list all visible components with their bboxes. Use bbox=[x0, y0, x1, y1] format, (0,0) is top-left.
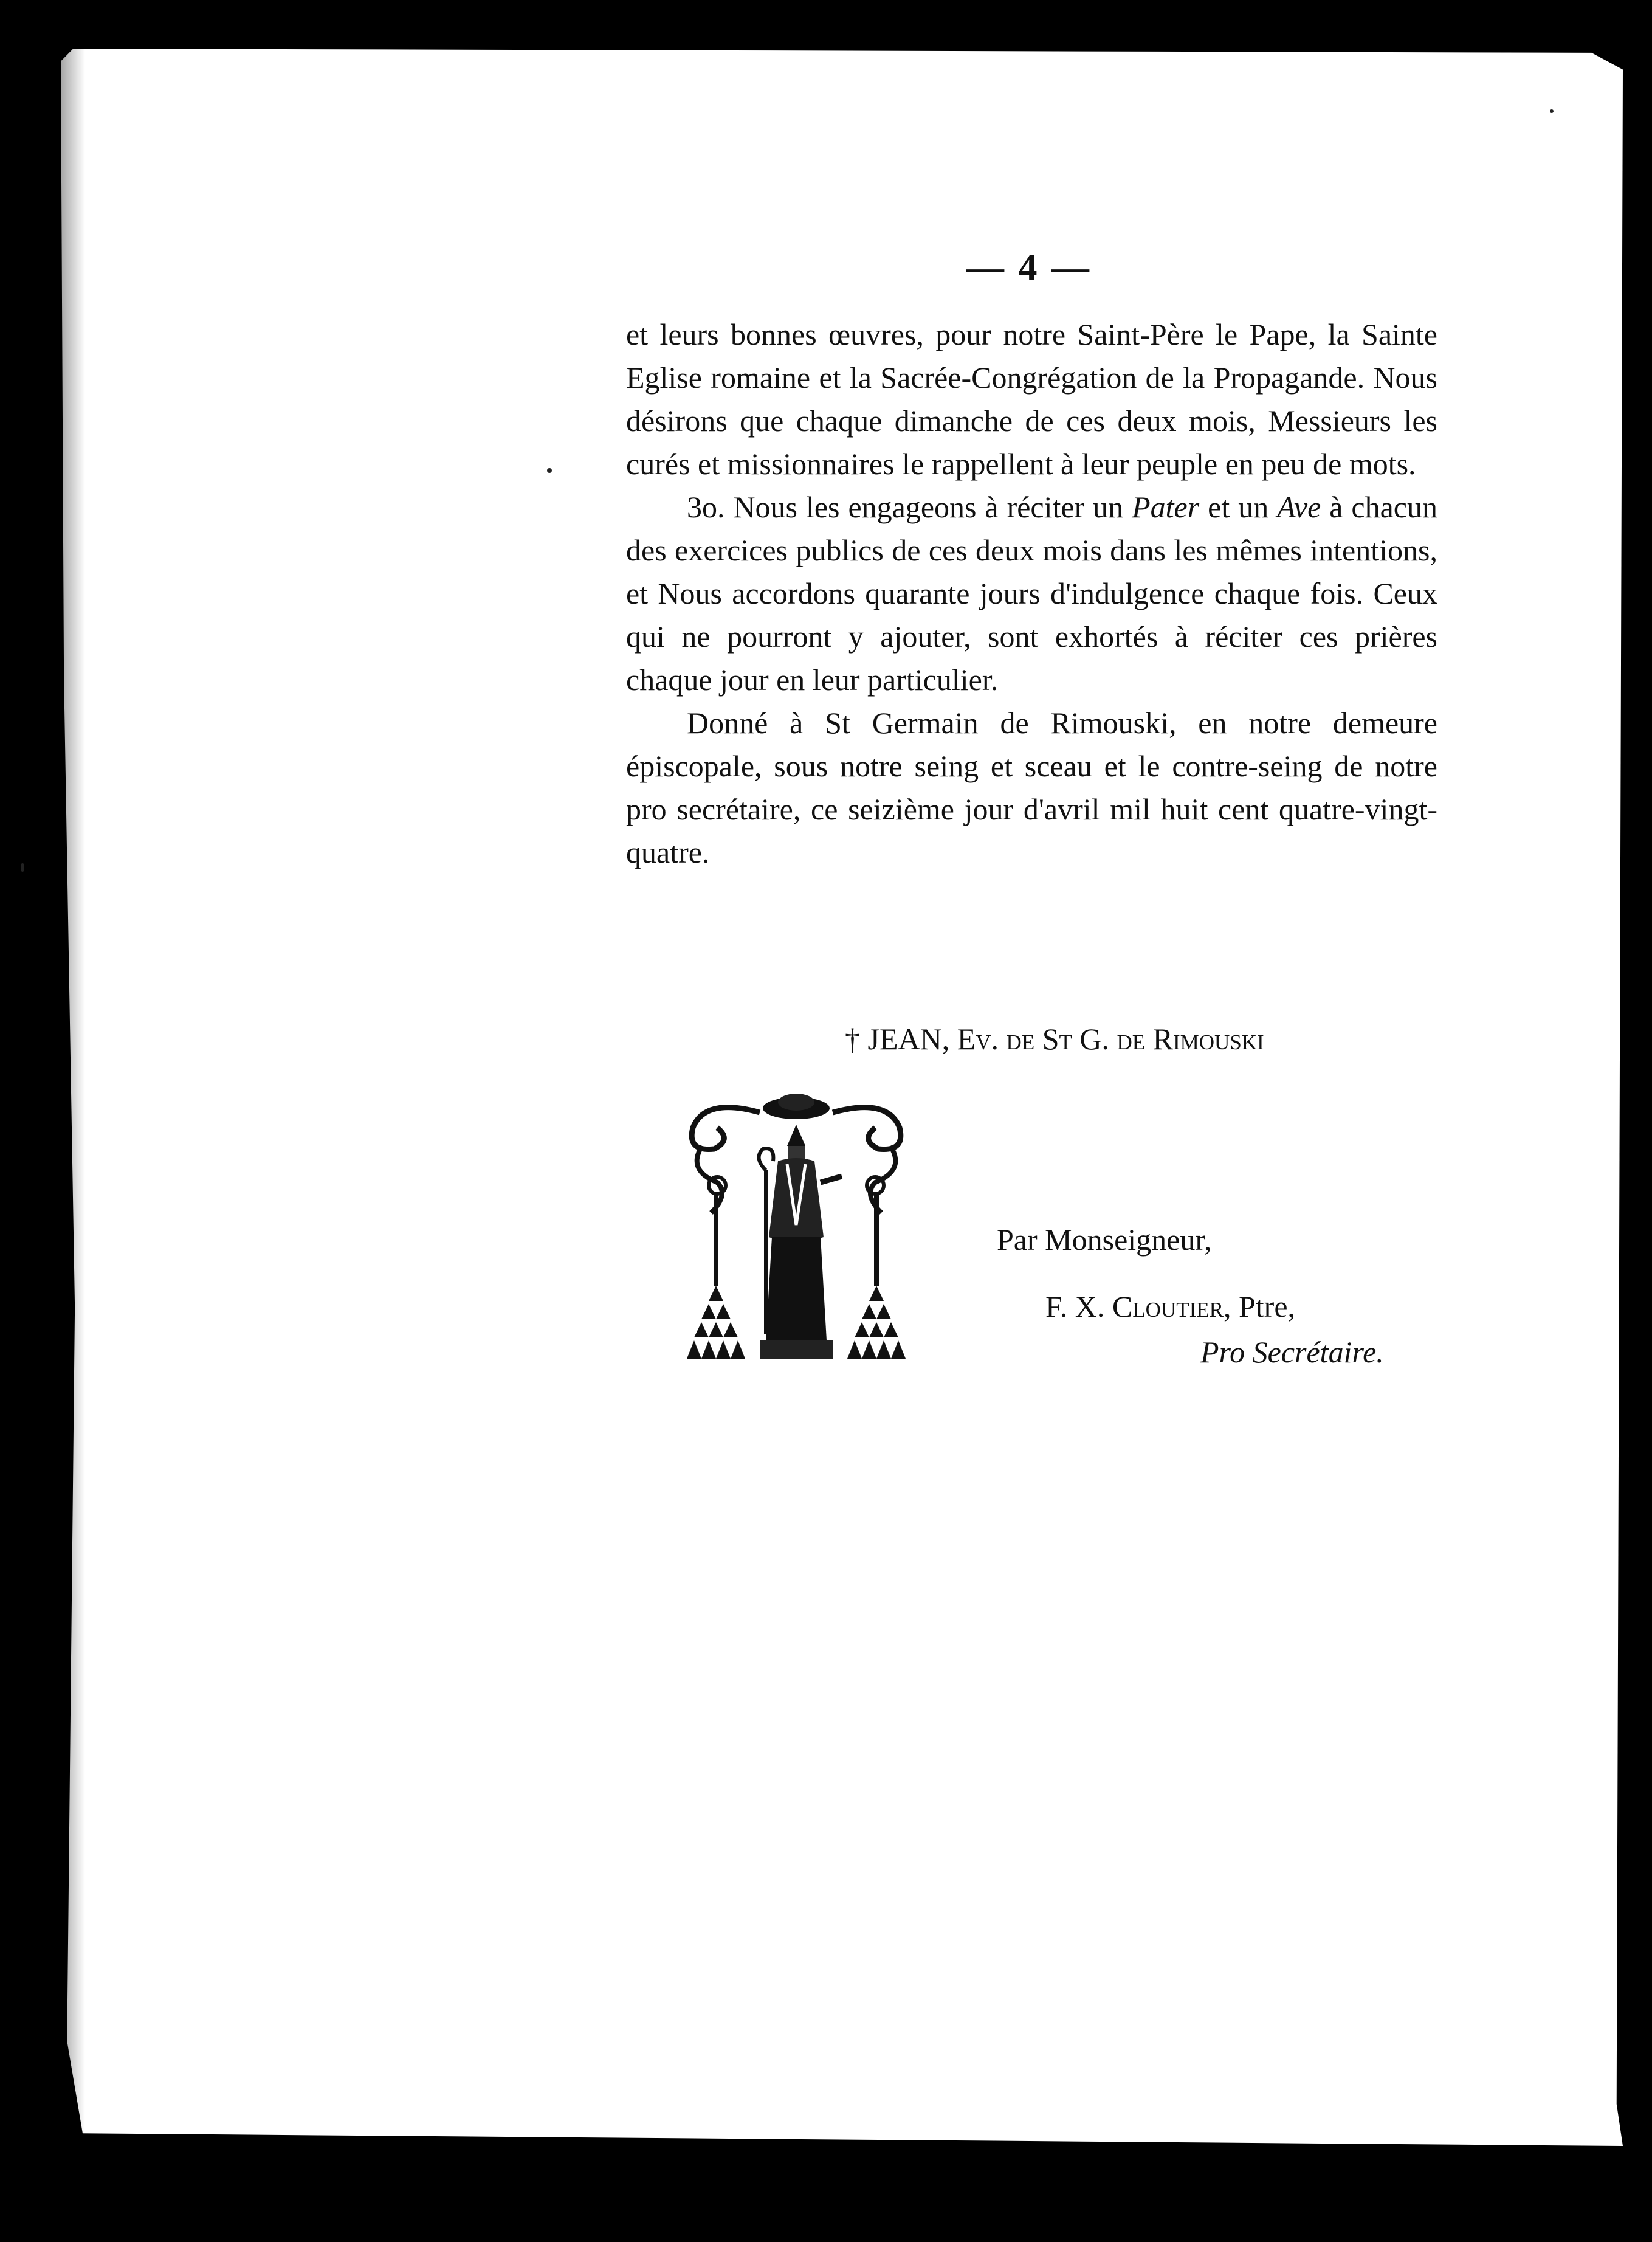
paragraph-prayers-start: 3o. Nous les engageons à réciter un bbox=[687, 490, 1132, 524]
par-monseigneur-line: Par Monseigneur, bbox=[997, 1223, 1212, 1257]
bishop-name: JEAN, bbox=[867, 1022, 950, 1056]
bishop-signature bbox=[845, 1021, 1264, 1057]
ink-speck bbox=[1550, 109, 1554, 113]
bishop-title: Ev. de St G. de Rimouski bbox=[957, 1022, 1264, 1056]
paragraph-prayers-mid: et un bbox=[1199, 490, 1278, 524]
cross-mark: † bbox=[845, 1022, 860, 1056]
ink-speck bbox=[21, 863, 24, 872]
paragraph-given-at: Donné à St Germain de Rimouski, en notre demeure épiscopale, sous notre seing et sceau et le contre-seing de notre pro secrétaire, ce seizième jour d'avril mil huit cent quatre-vingt-quatre. bbox=[626, 706, 1437, 869]
secretary-initials: F. X. bbox=[1045, 1289, 1105, 1323]
secretary-title: Pro Secrétaire. bbox=[1200, 1335, 1384, 1369]
ave-word: Ave bbox=[1277, 490, 1321, 524]
page-number: — 4 — bbox=[966, 247, 1092, 288]
secretary-name: Cloutier, bbox=[1112, 1289, 1231, 1323]
pater-word: Pater bbox=[1132, 490, 1200, 524]
paragraph-continuation: et leurs bonnes œuvres, pour notre Saint-Père le Pape, la Sainte Eglise romaine et la Sacrée-Congrégation de la Propagande. Nous désirons que chaque dimanche de ces deux mois, Messieurs les curés et missionnaires le rappellent à leur peuple en peu de mots. bbox=[626, 317, 1437, 481]
paragraph-prayers bbox=[626, 486, 1437, 702]
secretary-signature bbox=[1045, 1289, 1295, 1324]
document-body bbox=[626, 313, 1437, 874]
episcopal-coat-of-arms-image bbox=[669, 1091, 924, 1377]
paragraph-prayers-rest: à chacun des exercices publics de ces deux mois dans les mêmes intentions, et Nous accordons quarante jours d'indulgence chaque fois. Ceux qui ne pourront y ajouter, sont exhortés à réciter ces prières chaque jour en leur particulier. bbox=[626, 490, 1437, 697]
ink-speck bbox=[547, 468, 552, 473]
paper-edge-shadow bbox=[61, 49, 85, 2146]
secretary-suffix: Ptre, bbox=[1238, 1289, 1296, 1323]
